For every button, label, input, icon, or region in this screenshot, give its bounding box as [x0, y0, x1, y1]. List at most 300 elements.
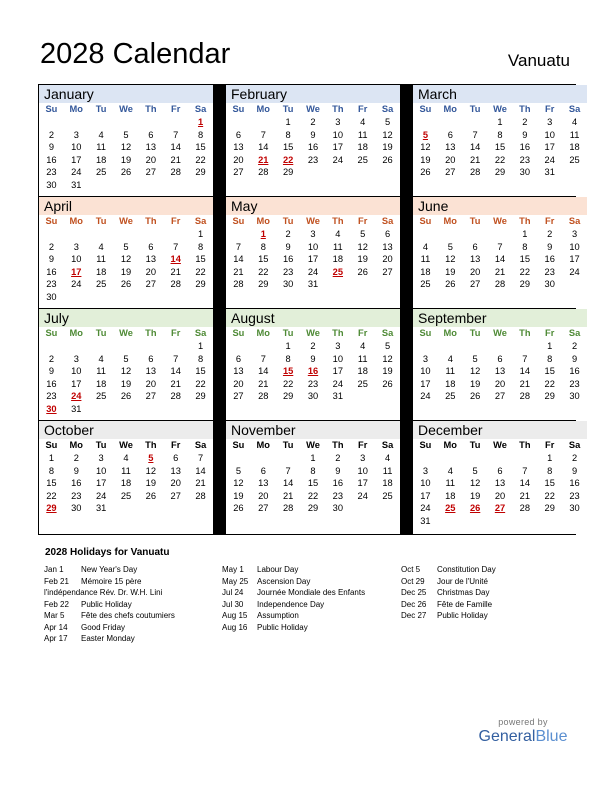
day: 10: [95, 465, 107, 476]
weekday-label: Fr: [358, 216, 368, 226]
day: 10: [544, 129, 555, 140]
day: 29: [307, 503, 319, 514]
day: 17: [307, 254, 319, 265]
calendar-grid: [38, 84, 581, 535]
day: 15: [544, 478, 555, 489]
day: 13: [145, 254, 157, 265]
day: 13: [233, 142, 244, 153]
day: 14: [170, 366, 181, 377]
day: 9: [48, 366, 54, 377]
empty-day: [463, 452, 488, 465]
weekday-label: Su: [419, 440, 432, 450]
day: 30: [569, 503, 580, 514]
day: 10: [71, 142, 82, 153]
day: 13: [258, 478, 269, 489]
empty-day: [64, 340, 89, 353]
month-december: [413, 421, 587, 534]
day: 18: [95, 266, 107, 277]
weekday-label: Mo: [256, 440, 270, 450]
weekday-label: We: [306, 216, 320, 226]
holiday-day: 16: [307, 366, 319, 377]
day: 25: [357, 154, 368, 165]
day: 26: [120, 391, 132, 402]
weekday-label: Sa: [568, 440, 581, 450]
day: 12: [120, 254, 132, 265]
weekday-label: Mo: [443, 440, 457, 450]
day: 5: [472, 465, 478, 476]
day: 3: [335, 341, 341, 351]
day: 1: [197, 229, 204, 239]
day: 20: [382, 254, 393, 265]
empty-day: [251, 452, 276, 465]
holiday-day: 26: [469, 503, 481, 514]
day: 14: [258, 142, 269, 153]
day: 30: [282, 279, 294, 290]
holiday-date: Aug 15: [222, 611, 248, 620]
day: 3: [73, 353, 79, 364]
holiday-list-column-2: [222, 564, 365, 633]
day-grid: [39, 215, 213, 304]
day: 12: [445, 254, 456, 265]
holiday-day: 22: [282, 154, 294, 165]
day: 24: [420, 503, 431, 514]
weekday-label: Tu: [469, 104, 481, 114]
empty-day: [251, 116, 276, 129]
holiday-date: Jul 30: [222, 599, 244, 609]
day: 16: [71, 478, 82, 489]
empty-day: [413, 228, 438, 241]
day: 30: [307, 391, 319, 402]
day: 18: [569, 142, 580, 153]
weekday-label: Mo: [69, 104, 83, 114]
day: 17: [71, 154, 82, 165]
day: 9: [48, 254, 54, 265]
day: 11: [420, 254, 431, 265]
day: 14: [494, 254, 506, 265]
day: 2: [547, 229, 553, 239]
empty-day: [438, 340, 463, 353]
holiday-name: Easter Monday: [81, 634, 135, 643]
day: 8: [197, 241, 204, 252]
day: 9: [310, 129, 316, 140]
weekday-label: Su: [419, 216, 432, 226]
day: 10: [71, 366, 82, 377]
empty-day: [488, 452, 513, 465]
month-february: [226, 85, 400, 196]
empty-day: [89, 340, 114, 353]
day: 7: [197, 453, 204, 463]
day: 23: [307, 378, 319, 389]
weekday-label: Su: [232, 328, 245, 338]
day: 28: [469, 167, 481, 178]
day: 12: [469, 366, 481, 377]
day: 28: [170, 167, 181, 178]
weekday-label: We: [493, 216, 507, 226]
day: 26: [120, 167, 132, 178]
weekday-label: We: [493, 440, 507, 450]
day: 9: [310, 353, 316, 364]
weekday-label: Tu: [95, 328, 107, 338]
day: 26: [469, 391, 481, 402]
day: 27: [170, 490, 181, 501]
weekday-label: Sa: [381, 440, 394, 450]
day: 18: [95, 378, 107, 389]
day: 6: [235, 129, 241, 140]
weekday-label: Mo: [69, 440, 83, 450]
day: 28: [258, 391, 269, 402]
weekday-label: Fr: [545, 328, 555, 338]
day: 16: [282, 254, 294, 265]
day: 8: [48, 465, 54, 476]
weekday-label: Fr: [358, 104, 368, 114]
day: 31: [71, 403, 82, 414]
day: 2: [73, 453, 79, 463]
day: 31: [332, 391, 344, 402]
day: 20: [469, 266, 481, 277]
weekday-label: Sa: [568, 216, 581, 226]
day: 8: [547, 353, 553, 364]
month-name: October: [39, 421, 213, 439]
weekday-label: Mo: [69, 328, 83, 338]
day: 22: [258, 266, 269, 277]
weekday-label: Th: [332, 104, 344, 114]
day: 23: [569, 378, 580, 389]
day: 29: [282, 167, 294, 178]
day: 2: [310, 341, 316, 351]
day: 11: [357, 353, 368, 364]
day: 5: [384, 341, 391, 351]
weekday-label: Sa: [194, 104, 207, 114]
day: 13: [382, 241, 393, 252]
holiday-name: l'indépendance Rév. Dr. W.H. Lini: [44, 588, 163, 597]
day: 15: [519, 254, 531, 265]
brand-name: [474, 727, 572, 747]
day: 13: [494, 478, 506, 489]
holiday-name: Journée Mondiale des Enfants: [257, 588, 366, 597]
day: 19: [233, 490, 244, 501]
holiday-name: Jour de l'Unité: [437, 576, 488, 586]
day: 4: [571, 117, 578, 127]
day: 4: [422, 241, 428, 252]
day: 21: [233, 266, 244, 277]
day: 21: [170, 266, 181, 277]
brand-general: General: [478, 728, 536, 745]
weekday-label: Fr: [171, 104, 181, 114]
weekday-label: We: [493, 328, 507, 338]
month-name: December: [413, 421, 587, 439]
day: 5: [360, 229, 366, 239]
day: 16: [307, 142, 319, 153]
weekday-label: Su: [419, 328, 432, 338]
day: 28: [170, 279, 181, 290]
day-grid: [413, 215, 587, 291]
day: 16: [46, 378, 57, 389]
day: 6: [384, 229, 391, 239]
day: 10: [307, 241, 319, 252]
day: 10: [332, 353, 344, 364]
day: 16: [544, 254, 555, 265]
holiday-entry: [222, 610, 365, 622]
day: 26: [382, 378, 393, 389]
month-june: [413, 197, 587, 308]
holiday-name: Fête des chefs coutumiers: [81, 611, 175, 620]
holiday-entry: [222, 599, 365, 611]
day: 27: [145, 167, 157, 178]
day: 30: [569, 391, 580, 402]
month-august: [226, 309, 400, 420]
holiday-name: Labour Day: [257, 565, 299, 574]
day: 19: [120, 266, 132, 277]
empty-day: [64, 116, 89, 129]
month-name: June: [413, 197, 587, 215]
generalblue-logo[interactable]: [474, 717, 572, 747]
holiday-day: 24: [71, 391, 82, 402]
day: 28: [519, 391, 531, 402]
day: 6: [497, 353, 503, 364]
day: 14: [195, 465, 206, 476]
weekday-label: We: [119, 328, 133, 338]
day: 2: [335, 453, 341, 463]
day: 14: [282, 478, 294, 489]
empty-day: [226, 452, 251, 465]
day: 1: [285, 117, 291, 127]
day: 21: [519, 490, 531, 501]
holiday-day: 25: [445, 503, 456, 514]
day: 9: [285, 241, 291, 252]
day: 7: [522, 465, 528, 476]
day: 9: [522, 129, 528, 140]
day: 23: [46, 279, 57, 290]
day: 16: [569, 478, 580, 489]
day: 30: [544, 279, 555, 290]
month-september: [413, 309, 587, 420]
holiday-name: Independence Day: [257, 599, 325, 609]
weekday-label: Su: [45, 104, 58, 114]
holiday-name: Ascension Day: [257, 576, 311, 586]
empty-day: [438, 452, 463, 465]
day-grid: [413, 103, 587, 179]
empty-day: [114, 116, 139, 129]
empty-day: [163, 228, 188, 241]
day: 5: [235, 465, 241, 476]
day: 5: [123, 129, 129, 140]
day: 15: [195, 142, 206, 153]
month-april: [39, 197, 213, 308]
day: 14: [519, 478, 531, 489]
day: 27: [258, 503, 269, 514]
day: 8: [197, 353, 204, 364]
day: 31: [71, 179, 82, 190]
day: 12: [120, 366, 132, 377]
day: 24: [332, 378, 344, 389]
day: 19: [469, 378, 481, 389]
day: 13: [233, 366, 244, 377]
day: 5: [384, 117, 391, 127]
day: 6: [148, 129, 154, 140]
day: 15: [258, 254, 269, 265]
weekday-label: Tu: [469, 328, 481, 338]
day: 20: [494, 490, 506, 501]
empty-day: [488, 340, 513, 353]
holiday-name: Christmas Day: [437, 588, 490, 597]
empty-day: [138, 228, 163, 241]
weekday-label: Sa: [568, 328, 581, 338]
day: 4: [447, 465, 453, 476]
day: 4: [98, 353, 104, 364]
day: 21: [170, 378, 181, 389]
holiday-name: Mémoire 15 père: [81, 576, 142, 586]
holiday-date: Dec 26: [401, 599, 427, 609]
day: 15: [494, 142, 506, 153]
weekday-label: Tu: [469, 440, 481, 450]
day: 8: [285, 353, 291, 364]
empty-day: [114, 340, 139, 353]
empty-day: [463, 116, 488, 129]
day: 21: [469, 154, 481, 165]
day: 24: [544, 154, 555, 165]
weekday-label: Fr: [358, 328, 368, 338]
day: 29: [195, 167, 206, 178]
day: 23: [282, 266, 294, 277]
holiday-entry: [401, 587, 496, 599]
day-grid: [39, 439, 213, 515]
day: 12: [145, 465, 157, 476]
day: 3: [547, 117, 553, 127]
empty-day: [89, 116, 114, 129]
day: 13: [170, 465, 181, 476]
holiday-day: 25: [332, 266, 344, 277]
weekday-label: Tu: [282, 440, 294, 450]
day: 26: [120, 279, 132, 290]
day: 1: [197, 341, 204, 351]
day: 7: [173, 241, 179, 252]
day: 1: [48, 453, 54, 463]
empty-day: [64, 228, 89, 241]
day-grid: [226, 327, 400, 403]
month-name: May: [226, 197, 400, 215]
holiday-name: Good Friday: [81, 622, 126, 632]
day: 16: [569, 366, 580, 377]
day: 22: [195, 266, 206, 277]
day: 28: [170, 391, 181, 402]
weekday-label: Th: [519, 216, 531, 226]
weekday-label: Mo: [256, 104, 270, 114]
empty-day: [512, 340, 537, 353]
holiday-day: 30: [46, 403, 57, 414]
day: 1: [522, 229, 528, 239]
day: 17: [544, 142, 555, 153]
day: 21: [170, 154, 181, 165]
holiday-list-column-1: [44, 564, 175, 645]
weekday-label: Fr: [171, 216, 181, 226]
day: 26: [420, 167, 431, 178]
day: 4: [360, 117, 366, 127]
month-name: April: [39, 197, 213, 215]
day: 19: [445, 266, 456, 277]
holiday-day: 21: [258, 154, 269, 165]
day: 11: [333, 241, 343, 252]
day: 22: [494, 154, 506, 165]
weekday-label: Sa: [381, 104, 394, 114]
day: 13: [469, 254, 481, 265]
day: 1: [285, 341, 291, 351]
month-may: [226, 197, 400, 308]
day-grid: [413, 327, 587, 403]
holiday-day: 17: [71, 266, 82, 277]
day: 19: [382, 142, 393, 153]
empty-day: [413, 340, 438, 353]
day: 3: [571, 229, 578, 239]
day-grid: [39, 327, 213, 416]
day: 2: [48, 129, 54, 140]
weekday-label: Mo: [256, 328, 270, 338]
holiday-entry: [222, 564, 365, 576]
day: 7: [260, 129, 266, 140]
day: 20: [145, 378, 157, 389]
day: 6: [472, 241, 478, 252]
holiday-day: 15: [282, 366, 294, 377]
day: 17: [95, 478, 107, 489]
holiday-name: Fête de Famille: [437, 599, 493, 609]
day: 25: [95, 391, 107, 402]
day: 14: [258, 366, 269, 377]
day: 22: [195, 154, 206, 165]
weekday-label: Su: [232, 216, 245, 226]
day: 13: [494, 366, 506, 377]
day: 18: [420, 266, 431, 277]
holiday-entry: [44, 576, 175, 588]
day: 9: [547, 241, 553, 252]
day: 14: [519, 366, 531, 377]
day: 12: [420, 142, 431, 153]
day: 31: [420, 515, 431, 526]
month-name: September: [413, 309, 587, 327]
month-november: [226, 421, 400, 534]
holiday-date: Oct 5: [401, 565, 421, 574]
day: 4: [447, 353, 453, 364]
day: 23: [307, 154, 319, 165]
weekday-label: We: [306, 328, 320, 338]
holiday-name: Constitution Day: [437, 565, 496, 574]
empty-day: [163, 116, 188, 129]
weekday-label: Mo: [443, 328, 457, 338]
empty-day: [39, 340, 64, 353]
holiday-entry: [44, 633, 175, 645]
weekday-label: Th: [145, 328, 157, 338]
day: 5: [472, 353, 478, 364]
empty-day: [463, 228, 488, 241]
month-name: February: [226, 85, 400, 103]
day: 4: [360, 341, 366, 351]
holiday-day: 1: [197, 117, 204, 127]
day: 25: [95, 167, 107, 178]
day: 26: [145, 490, 157, 501]
day: 12: [233, 478, 244, 489]
holiday-date: May 1: [222, 565, 244, 574]
day: 20: [170, 478, 181, 489]
day: 2: [571, 453, 578, 463]
weekday-label: Su: [45, 440, 58, 450]
day: 9: [571, 465, 578, 476]
day: 24: [332, 154, 344, 165]
day: 25: [357, 378, 368, 389]
holiday-entry: [44, 564, 175, 576]
weekday-label: Fr: [545, 104, 555, 114]
weekday-label: Th: [145, 216, 157, 226]
holiday-date: Dec 25: [401, 588, 427, 597]
day: 22: [544, 378, 555, 389]
day: 26: [233, 503, 244, 514]
